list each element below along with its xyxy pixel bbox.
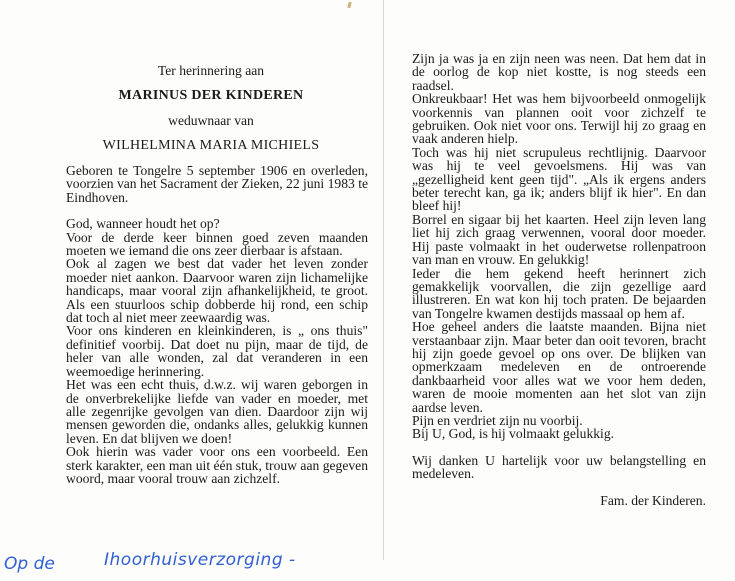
family-signature: Fam. der Kinderen. xyxy=(600,492,706,508)
paper-mark xyxy=(347,2,351,9)
right-paragraph: Onkreukbaar! Het was hem bijvoorbeeld onmogelijk voorkennis van plannen ooit voor zichzelf te gebruiken. Ook niet voor ons. Terwijl hij zo graag en vaak anderen hielp. xyxy=(412,91,706,147)
center-fold xyxy=(383,0,384,560)
right-paragraph: Borrel en sigaar bij het kaarten. Heel zijn leven lang liet hij zich graag verwennen, vooral door moeder. Hij paste volmaakt in het ouderwetse rollenpatroon van man en vrouw. En gelukkig! xyxy=(412,211,706,268)
right-paragraph: Bij U, God, is hij volmaakt gelukkig. xyxy=(412,426,615,442)
left-paragraph: Ook hierin was vader voor ons een voorbeeld. Een sterk karakter, een man uit één stuk, trouw aan gegeven woord, maar vooral trouw aan zichzelf. xyxy=(66,444,368,486)
right-paragraph: Hoe geheel anders die laatste maanden. Bijna niet verstaanbaar zijn. Maar beter dan ooit tevoren, bracht hij zijn goede gevoel op ons over. De blijken van opmerkzaam medeleven en de ontroerende dankbaarheid voor alles wat we voor hem deden, waren de mooie momenten aan het slot van zijn aardse leven. xyxy=(412,319,706,415)
handwritten-part1: Op de xyxy=(4,554,55,574)
header-line1: Ter herinnering aan xyxy=(157,63,265,78)
left-paragraph: Het was een echt thuis, d.w.z. wij waren geborgen in de onverbrekelijke liefde van vader en moeder, met alle zegenrijke gevolgen van dien. Daardoor zijn wij mensen geworden die, ondanks alles, gelukkig kunnen leven. En dat blijven we doen! xyxy=(66,377,368,446)
left-paragraph: Voor ons kinderen en kleinkinderen, is „ ons thuis" definitief voorbij. Dat doet nu pijn, maar de tijd, de heler van alle wonden, zal dat veranderen in een weemoedige herinnering. xyxy=(66,323,368,379)
deceased-name: MARINUS DER KINDEREN xyxy=(118,88,304,103)
right-paragraph: Zijn ja was ja en zijn neen was neen. Dat hem dat in de oorlog de kop niet kostte, is nog steeds een raadsel. xyxy=(412,51,706,93)
spouse-name: WILHELMINA MARIA MICHIELS xyxy=(102,138,320,153)
right-paragraph: Pijn en verdriet zijn nu voorbij. xyxy=(412,412,583,428)
header-line3: weduwnaar van xyxy=(168,113,254,128)
left-paragraph: God, wanneer houdt het op? xyxy=(66,216,220,232)
right-column xyxy=(412,52,706,507)
thanks-text: Wij danken U hartelijk voor uw belangstelling en medeleven. xyxy=(412,452,706,482)
handwritten-note xyxy=(4,548,304,578)
left-paragraph: Voor de derde keer binnen goed zeven maanden moeten we iemand die ons zeer dierbaar is afstaan. xyxy=(66,229,368,259)
handwritten-part2: Ihoorhuisverzorging - xyxy=(104,550,296,570)
left-column xyxy=(66,164,368,485)
right-paragraph: Ieder die hem gekend heeft herinnert zich gemakkelijk voorvallen, die zijn gezellige aard illustreren. En wat kon hij toch praten. De bejaarden van Tongelre kwamen destijds massaal op hem af. xyxy=(412,265,706,321)
intro-paragraph: Geboren te Tongelre 5 september 1906 en overleden, voorzien van het Sacrament der Zieken, 22 juni 1983 te Eindhoven. xyxy=(66,163,368,205)
right-paragraph: Toch was hij niet scrupuleus rechtlijnig. Daarvoor was hij te veel gevoelsmens. Hij was van „gezelligheid kent geen tijd". „Als ik ergens anders beter terecht kan, ga ik; anders blijf ik hier". En dan bleef hij! xyxy=(412,144,706,214)
left-paragraph: Ook al zagen we best dat vader het leven zonder moeder niet aankon. Daarvoor waren zijn lichamelijke handicaps, maar vooral zijn afhankelijkheid, te groot. Als een stuurloos schip dobberde hij rond, een schip dat toch al niet meer zeewaardig was. xyxy=(66,256,368,326)
